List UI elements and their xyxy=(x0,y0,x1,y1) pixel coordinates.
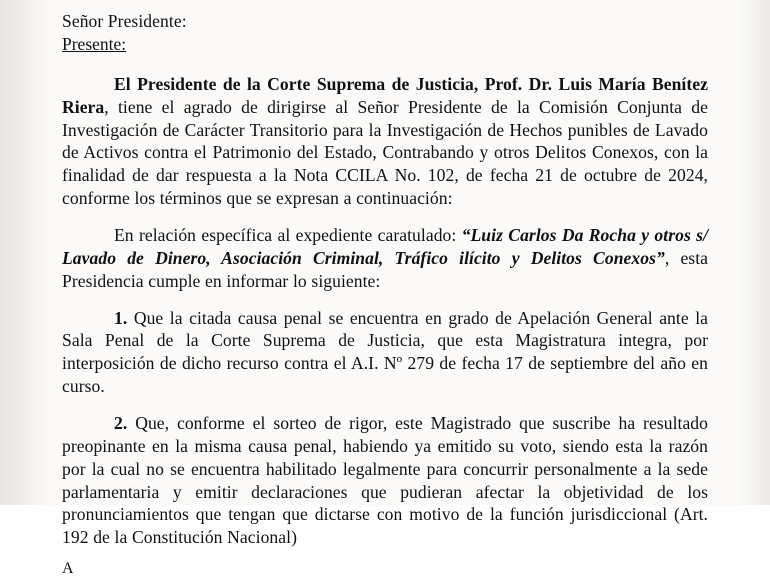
paragraph-intro xyxy=(62,73,708,210)
text-run: , tiene el agrado de dirigirse al Señor Presidente de la Comisión Conjunta de Investigación de Carácter Transitorio para la Investigación de Hechos punibles de Lavado de Activos contra el Patrimonio del Estado, Contrabando y otros Delitos Conexos, con la finalidad de dar respuesta a la Nota CCILA No. 102, de fecha 21 de octubre de 2024, conforme los términos que se expresan a continuación: xyxy=(62,96,708,209)
document-body xyxy=(62,10,709,578)
cut-off-line: A xyxy=(62,560,74,578)
text-run: El Presidente de la Corte Suprema de Justicia, Prof. Dr. Luis María Benítez Riera xyxy=(62,73,708,117)
text-run: , esta Presidencia cumple en informar lo siguiente: xyxy=(62,247,708,291)
text-run: Que, conforme el sorteo de rigor, este Magistrado que suscribe ha resultado preopinante en la misma causa penal, habiendo ya emitido su voto, siendo esta la razón por la cual no se encuentra habilitado legalmente para concurrir personalmente a la sede parlamentaria y emitir declaraciones que pudieran afectar la objetividad de los pronunciamientos que tengan que dictarse con motivo de la función jurisdiccional (Art. 192 de la Constitución Nacional) xyxy=(62,412,708,548)
paragraph-punto-1 xyxy=(62,307,708,398)
text-run: 1. xyxy=(114,307,134,328)
present-line: Presente: xyxy=(62,34,127,55)
text-run: En relación específica al expediente caratulado: xyxy=(114,224,462,245)
text-run: 2. xyxy=(114,412,136,433)
salutation-line: Señor Presidente: xyxy=(62,11,187,31)
paragraph-punto-2 xyxy=(62,412,708,549)
paragraph-expediente xyxy=(62,224,708,293)
text-run: Que la citada causa penal se encuentra en grado de Apelación General ante la Sala Penal de la Corte Suprema de Justicia, que esta Magistratura integra, por interposición de dicho recurso contra el A.I. Nº 279 de fecha 17 de septiembre del año en curso. xyxy=(62,307,709,397)
text-run: “Luiz Carlos Da Rocha y otros s/ Lavado de Dinero, Asociación Criminal, Tráfico ilícito y Delitos Conexos” xyxy=(62,224,709,268)
